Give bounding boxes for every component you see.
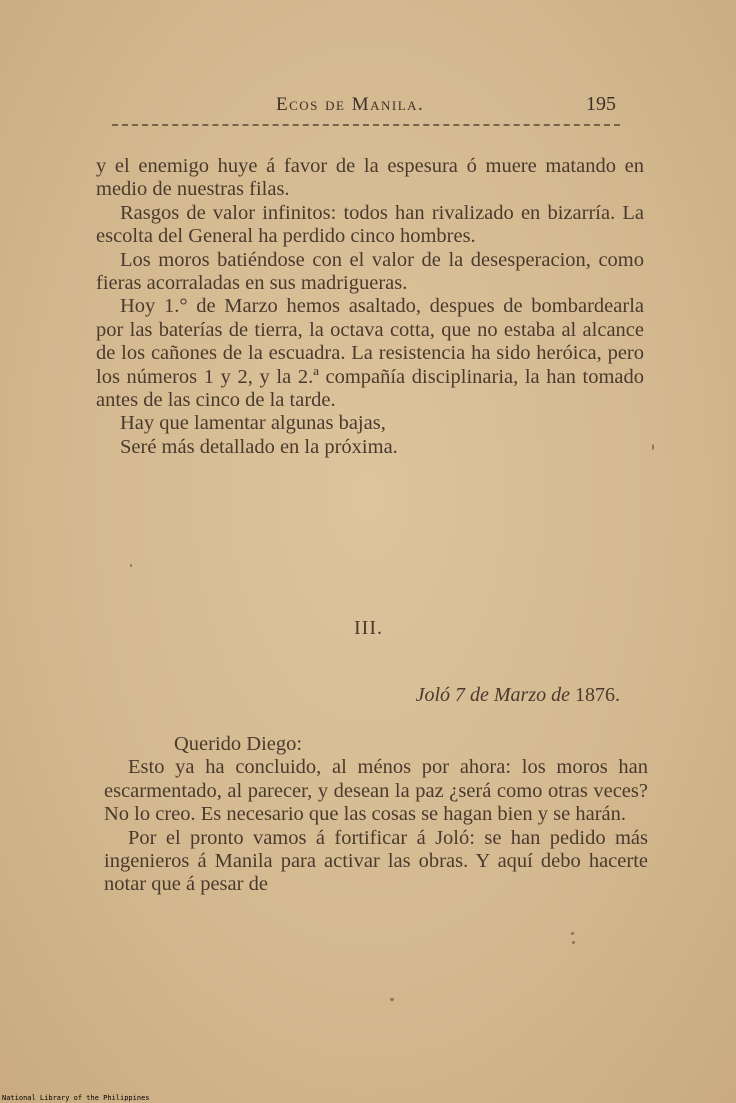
section-number: III. bbox=[354, 617, 383, 639]
paper-speck bbox=[652, 444, 654, 450]
page-number: 195 bbox=[586, 93, 616, 115]
paper-speck bbox=[571, 932, 574, 935]
body-text-top bbox=[96, 155, 644, 459]
dateline-year: 1876. bbox=[575, 684, 620, 706]
paper-speck bbox=[572, 941, 575, 944]
paragraph: y el enemigo huye á favor de la espesura ó muere matando en medio de nuestras filas. bbox=[96, 155, 644, 201]
paragraph: Los moros batiéndose con el valor de la desesperacion, como fieras acorraladas en sus madrigueras. bbox=[96, 248, 644, 295]
header-rule bbox=[112, 124, 620, 129]
paper-speck bbox=[390, 998, 394, 1001]
running-title: Ecos de Manila. bbox=[276, 94, 425, 115]
running-head bbox=[110, 92, 622, 120]
library-credit: National Library of the Philippines bbox=[2, 1094, 150, 1102]
paragraph: Seré más detallado en la próxima. bbox=[120, 435, 398, 458]
letter-salutation: Querido Diego: bbox=[174, 733, 303, 755]
letter-body bbox=[104, 733, 648, 897]
paragraph: Hay que lamentar algunas bajas, bbox=[120, 412, 386, 435]
paragraph: Esto ya ha concluido, al ménos por ahora: los moros han escarmentado, al parecer, y desean la paz ¿será como otras veces? No lo creo. Es necesario que las cosas se hagan bien y se harán. bbox=[104, 756, 648, 826]
paper-speck bbox=[130, 564, 132, 567]
dateline-place-date: Joló 7 de Marzo de bbox=[415, 684, 570, 706]
paragraph: Rasgos de valor infinitos: todos han rivalizado en bizarría. La escolta del General ha perdido cinco hombres. bbox=[96, 201, 644, 248]
paragraph: Por el pronto vamos á fortificar á Joló: se han pedido más ingenieros á Manila para activar las obras. Y aquí debo hacerte notar que á pesar de bbox=[104, 826, 648, 896]
paragraph: Hoy 1.° de Marzo hemos asaltado, despues de bombardearla por las baterías de tierra, la octava cotta, que no estaba al alcance de los cañones de la escuadra. La resistencia ha sido heróica, pero los números 1 y 2, y la 2.ª compañía disciplinaria, la han tomado antes de las cinco de la tarde. bbox=[96, 295, 644, 412]
letter-dateline bbox=[416, 684, 620, 707]
